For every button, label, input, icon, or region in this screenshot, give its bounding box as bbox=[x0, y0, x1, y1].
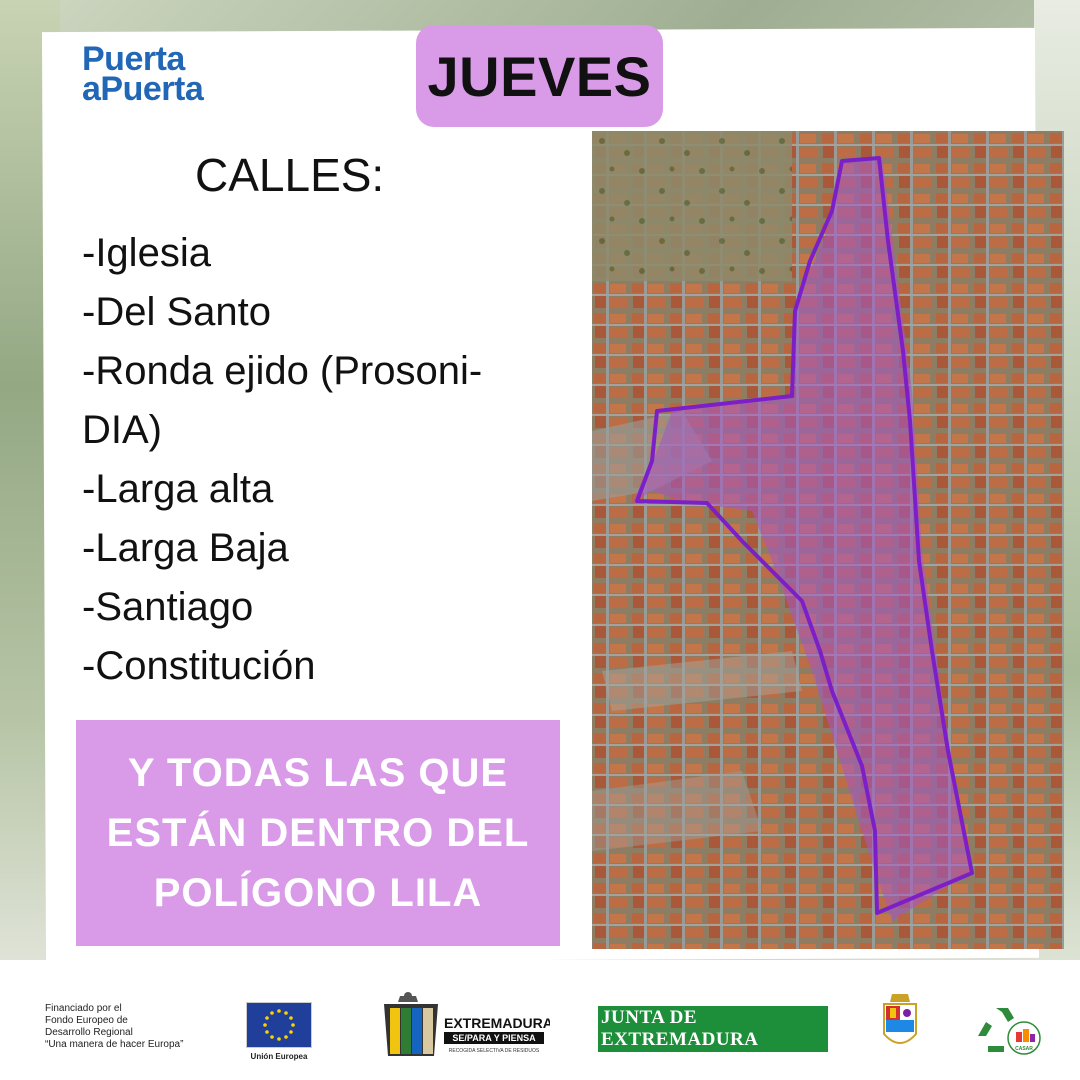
eu-logo bbox=[246, 1002, 312, 1064]
day-label: JUEVES bbox=[427, 44, 652, 108]
street-item: -Santiago bbox=[82, 585, 254, 629]
street-item: -Del Santo bbox=[82, 290, 271, 334]
street-item: -Iglesia bbox=[82, 231, 211, 275]
street-list bbox=[82, 224, 552, 696]
funding-line: Desarrollo Regional bbox=[45, 1027, 133, 1038]
extremadura-sub: SE/PARA Y PIENSA bbox=[452, 1033, 536, 1043]
aerial-map bbox=[592, 131, 1064, 949]
street-item: DIA) bbox=[82, 408, 162, 452]
puerta-a-puerta-logo bbox=[82, 40, 242, 110]
funding-text bbox=[45, 1003, 215, 1051]
street-item: -Ronda ejido (Prosoni- bbox=[82, 349, 483, 393]
logo-line-1: Puerta bbox=[82, 40, 185, 78]
streets-heading: CALLES: bbox=[195, 149, 385, 201]
polygon-note-text bbox=[83, 743, 553, 923]
extremadura-caption: RECOGIDA SELECTIVA DE RESIDUOS bbox=[448, 1048, 540, 1054]
eu-flag-icon bbox=[246, 1002, 312, 1048]
junta-label: JUNTA DE EXTREMADURA bbox=[601, 1007, 759, 1050]
note-line-3: POLÍGONO LILA bbox=[153, 871, 483, 915]
funding-line: Fondo Europeo de bbox=[45, 1015, 128, 1026]
casar-label: CASAR bbox=[1015, 1046, 1033, 1052]
street-item: -Constitución bbox=[82, 644, 316, 688]
polygon-note-box bbox=[76, 720, 560, 946]
day-badge bbox=[416, 25, 663, 127]
recycle-icon bbox=[974, 1002, 1044, 1058]
extremadura-title: EXTREMADURA bbox=[444, 1015, 550, 1031]
logo-line-2: aPuerta bbox=[82, 70, 204, 108]
casar-recycling-logo bbox=[974, 1002, 1044, 1058]
note-line-2: ESTÁN DENTRO DEL bbox=[106, 811, 530, 855]
coat-of-arms-icon bbox=[878, 990, 922, 1056]
aerial-map-image bbox=[592, 131, 1064, 949]
funding-line: “Una manera de hacer Europa” bbox=[45, 1039, 184, 1050]
recycling-bin-icon bbox=[380, 990, 550, 1060]
eu-label: Unión Europea bbox=[250, 1052, 308, 1061]
funding-line: Financiado por el bbox=[45, 1003, 122, 1014]
street-item: -Larga alta bbox=[82, 467, 274, 511]
junta-extremadura-logo bbox=[598, 1006, 828, 1052]
extremadura-recycling-logo bbox=[380, 990, 550, 1060]
note-line-1: Y TODAS LAS QUE bbox=[127, 751, 509, 795]
street-item: -Larga Baja bbox=[82, 526, 289, 570]
